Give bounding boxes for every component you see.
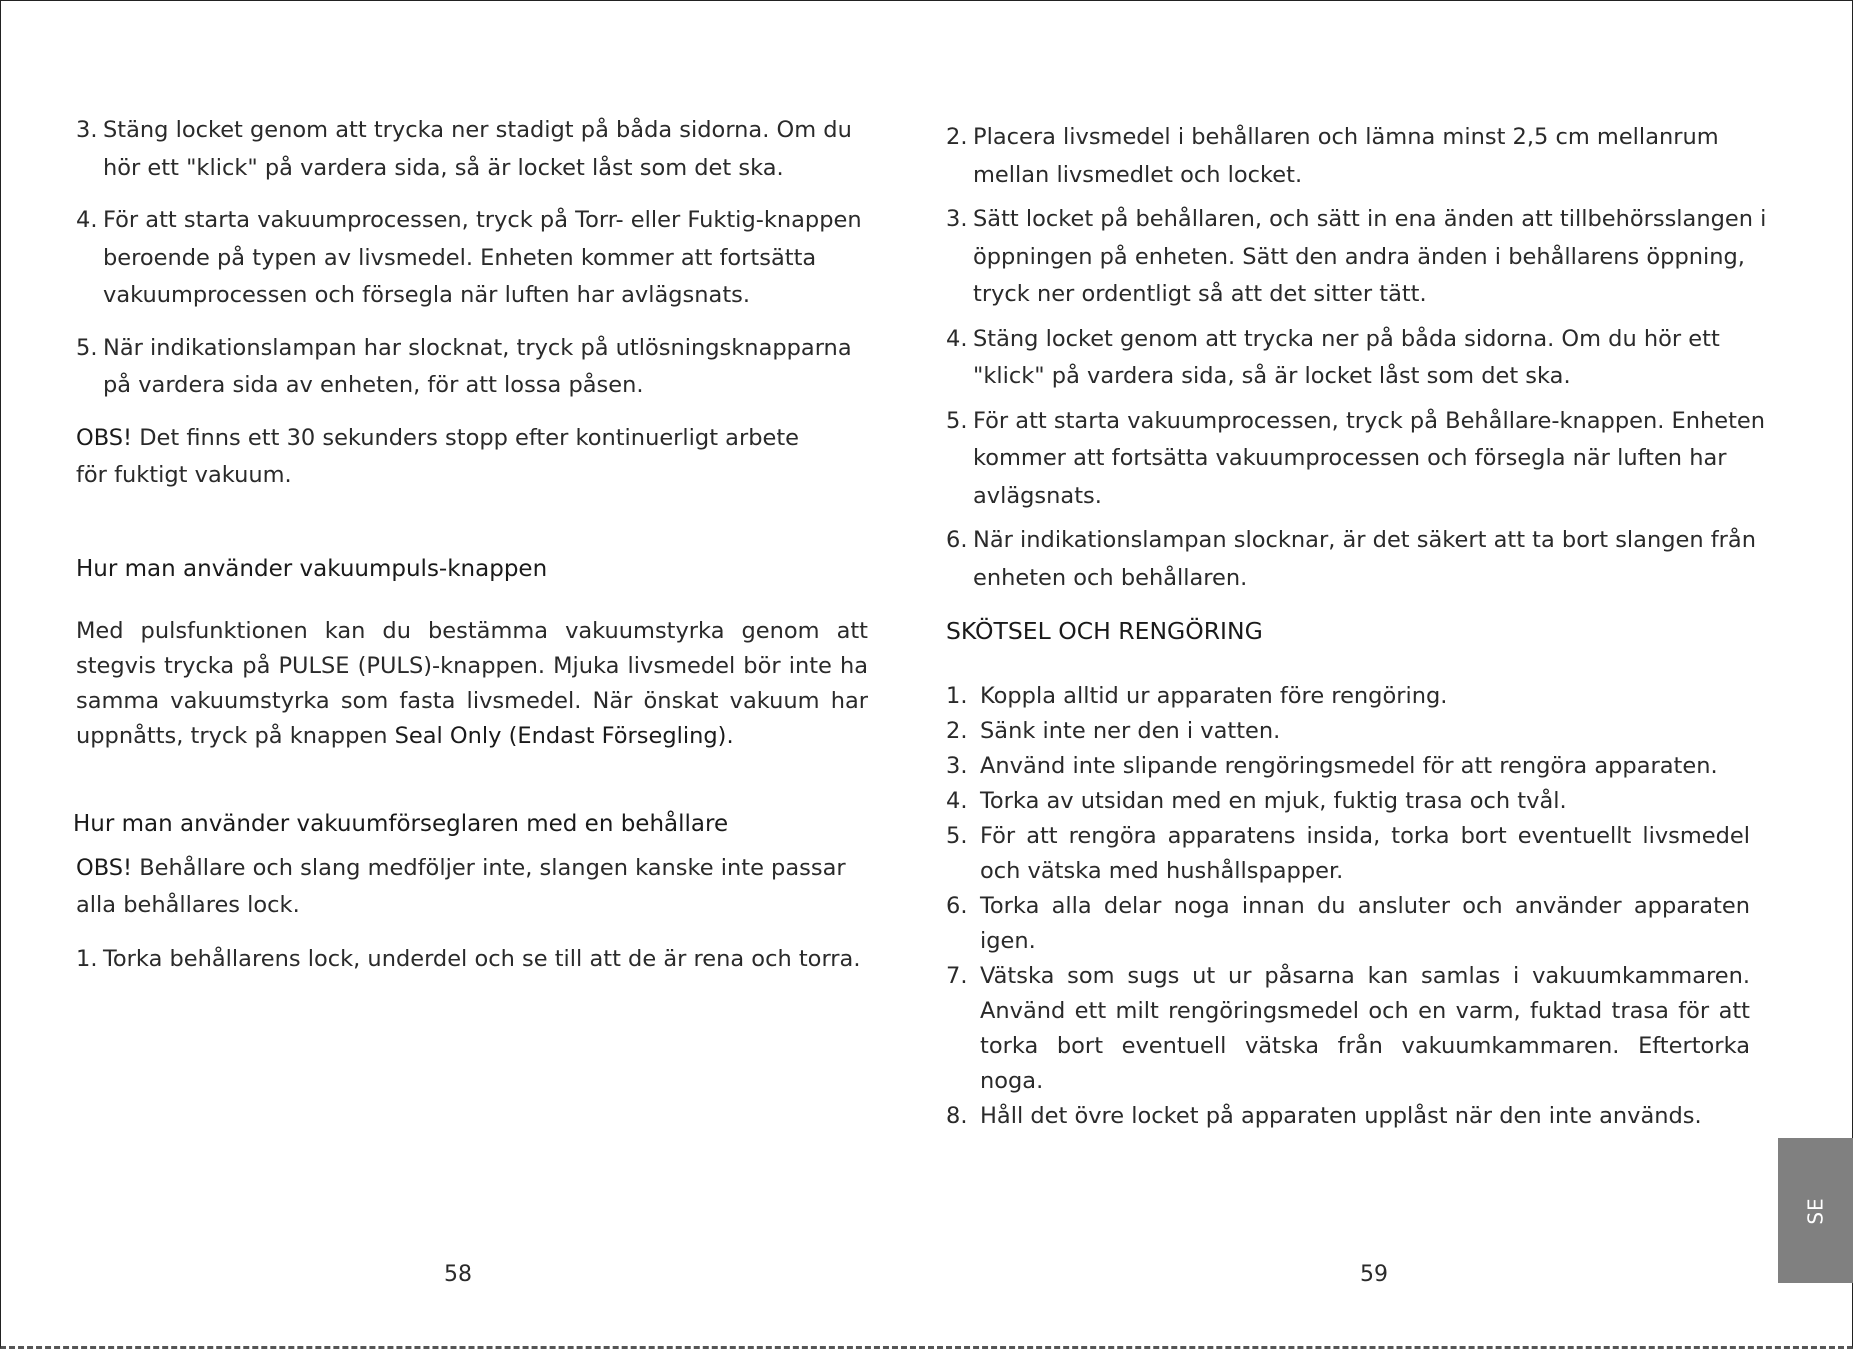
step-number: 5.	[946, 407, 968, 434]
care-item	[946, 679, 1750, 714]
step-text: Stäng locket genom att trycka ner på båda sidorna. Om du hör ett "klick" på vardera sida, så är locket låst som det ska.	[973, 325, 1720, 389]
language-tab	[1778, 1138, 1853, 1283]
page-number-left: 58	[444, 1262, 472, 1287]
care-item	[946, 959, 1750, 1099]
step-text: Torka behållarens lock, underdel och se till att de är rena och torra.	[103, 945, 861, 972]
step-number: 2.	[946, 124, 968, 150]
care-item-text: Sänk inte ner den i vatten.	[980, 717, 1281, 744]
step-text: Stäng locket genom att trycka ner stadigt på båda sidorna. Om du hör ett "klick" på vardera sida, så är locket låst som det ska.	[103, 117, 852, 181]
language-tab-label: SE	[1803, 1196, 1828, 1225]
pulse-text: Med pulsfunktionen kan du bestämma vakuumstyrka genom att stegvis trycka på PULSE (PULS)-knappen. Mjuka livsmedel bör inte ha samma vakuumstyrka som fasta livsmedel. När önskat vakuum har uppnåtts, tryck på knappen	[76, 618, 868, 749]
obs-note-container	[76, 850, 846, 925]
care-item-text: Torka alla delar noga innan du ansluter och använder apparaten igen.	[980, 892, 1750, 954]
step-number: 5.	[76, 334, 98, 361]
care-heading: SKÖTSEL OCH RENGÖRING	[946, 617, 1263, 645]
step-number: 6.	[946, 527, 968, 553]
obs-note-pause	[76, 420, 836, 495]
care-item	[946, 889, 1750, 959]
step-number: 3.	[76, 117, 98, 143]
left-step-1	[76, 941, 868, 979]
step-text: Placera livsmedel i behållaren och lämna minst 2,5 cm mellanrum mellan livsmedlet och locket.	[973, 124, 1719, 188]
pulse-paragraph	[76, 614, 868, 754]
obs-text: Det finns ett 30 sekunders stopp efter kontinuerligt arbete för fuktigt vakuum.	[76, 424, 800, 488]
left-step-5	[76, 330, 868, 405]
care-item-number: 7.	[946, 962, 968, 989]
right-step-6	[946, 522, 1768, 597]
step-text: När indikationslampan slocknar, är det säkert att ta bort slangen från enheten och behållaren.	[973, 527, 1756, 591]
care-item-number: 2.	[946, 717, 968, 744]
right-step-2	[946, 119, 1768, 194]
care-item-number: 1.	[946, 682, 968, 709]
care-item-text: Torka av utsidan med en mjuk, fuktig trasa och tvål.	[980, 787, 1567, 814]
step-text: Sätt locket på behållaren, och sätt in ena änden att tillbehörsslangen i öppningen på enheten. Sätt den andra änden i behållarens öppning, tryck ner ordentligt så att det sitter tätt.	[973, 206, 1767, 307]
step-number: 4.	[946, 325, 968, 352]
step-number: 1.	[76, 945, 98, 972]
obs-label: OBS!	[76, 424, 133, 451]
obs-text: Behållare och slang medföljer inte, slangen kanske inte passar alla behållares lock.	[76, 854, 846, 918]
left-step-4	[76, 202, 868, 315]
care-list	[946, 679, 1768, 1134]
care-item	[946, 749, 1750, 784]
care-item	[946, 1099, 1750, 1134]
care-item	[946, 714, 1750, 749]
care-item-text: Håll det övre locket på apparaten upplåst när den inte används.	[980, 1102, 1702, 1129]
left-page-column	[73, 112, 868, 993]
care-item	[946, 784, 1750, 819]
right-page-column	[946, 119, 1768, 1134]
care-item-number: 6.	[946, 892, 968, 919]
step-number: 4.	[76, 207, 98, 233]
care-item-text: Vätska som sugs ut ur påsarna kan samlas i vakuumkammaren. Använd ett milt rengöringsmedel och en varm, fuktad trasa för att torka bort eventuell vätska från vakuumkammaren. Eftertorka noga.	[980, 962, 1750, 1094]
care-item-number: 4.	[946, 787, 968, 814]
care-item-number: 5.	[946, 822, 968, 849]
step-text: För att starta vakuumprocessen, tryck på Torr- eller Fuktig-knappen beroende på typen av livsmedel. Enheten kommer att fortsätta vakuumprocessen och försegla när luften har avlägsnats.	[103, 207, 862, 308]
step-number: 3.	[946, 206, 968, 232]
right-step-4	[946, 321, 1768, 396]
care-item-text: Koppla alltid ur apparaten före rengöring.	[980, 682, 1448, 709]
obs-label: OBS!	[76, 854, 133, 881]
step-text: För att starta vakuumprocessen, tryck på Behållare-knappen. Enheten kommer att fortsätta vakuumprocessen och försegla när luften har avlägsnats.	[973, 407, 1766, 509]
seal-only-button-label: Seal Only (Endast Försegling).	[394, 723, 734, 749]
right-step-5	[946, 403, 1768, 516]
care-item-number: 3.	[946, 752, 968, 779]
care-item-number: 8.	[946, 1102, 968, 1129]
container-heading: Hur man använder vakuumförseglaren med en behållare	[73, 811, 729, 837]
care-item-text: Använd inte slipande rengöringsmedel för att rengöra apparaten.	[980, 752, 1718, 779]
left-step-3	[76, 112, 868, 187]
care-item-text: För att rengöra apparatens insida, torka bort eventuellt livsmedel och vätska med hushållspapper.	[980, 822, 1750, 884]
right-step-3	[946, 201, 1768, 314]
page-number-right: 59	[1360, 1262, 1388, 1287]
care-item	[946, 819, 1750, 889]
pulse-heading: Hur man använder vakuumpuls-knappen	[76, 555, 548, 582]
step-text: När indikationslampan har slocknat, tryck på utlösningsknapparna på vardera sida av enheten, för att lossa påsen.	[103, 334, 852, 398]
